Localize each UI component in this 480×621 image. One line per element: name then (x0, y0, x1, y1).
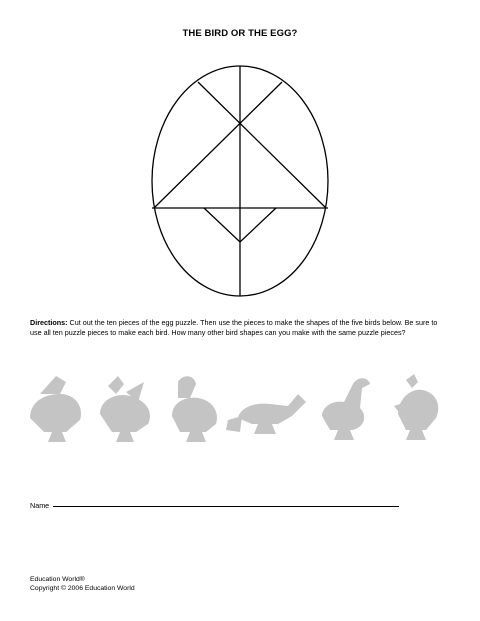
bird-silhouette-3 (172, 376, 217, 442)
footer (30, 576, 135, 593)
footer-brand: Education World® (30, 576, 85, 583)
name-label: Name (30, 501, 50, 510)
directions-label: Directions: (30, 318, 68, 327)
bird-silhouette-1 (30, 376, 81, 442)
worksheet-title: THE BIRD OR THE EGG? (182, 28, 298, 39)
footer-copyright: Copyright © 2006 Education World (30, 584, 135, 592)
name-field-row (30, 496, 410, 510)
bird-silhouette-4 (226, 394, 306, 434)
bird-silhouette-2 (100, 376, 150, 442)
directions-paragraph (30, 318, 450, 337)
name-blank-line[interactable] (53, 506, 399, 507)
egg-puzzle-diagram (148, 64, 332, 298)
directions-text: Cut out the ten pieces of the egg puzzle. Then use the pieces to make the shapes of the five birds below. Be sure to use all ten puzzle pieces to make each bird. How many other bird shapes can you make with the same puzzle pieces? (30, 318, 438, 337)
bird-silhouettes (26, 372, 454, 444)
bird-silhouette-6 (394, 374, 438, 440)
bird-silhouette-5 (322, 378, 370, 440)
